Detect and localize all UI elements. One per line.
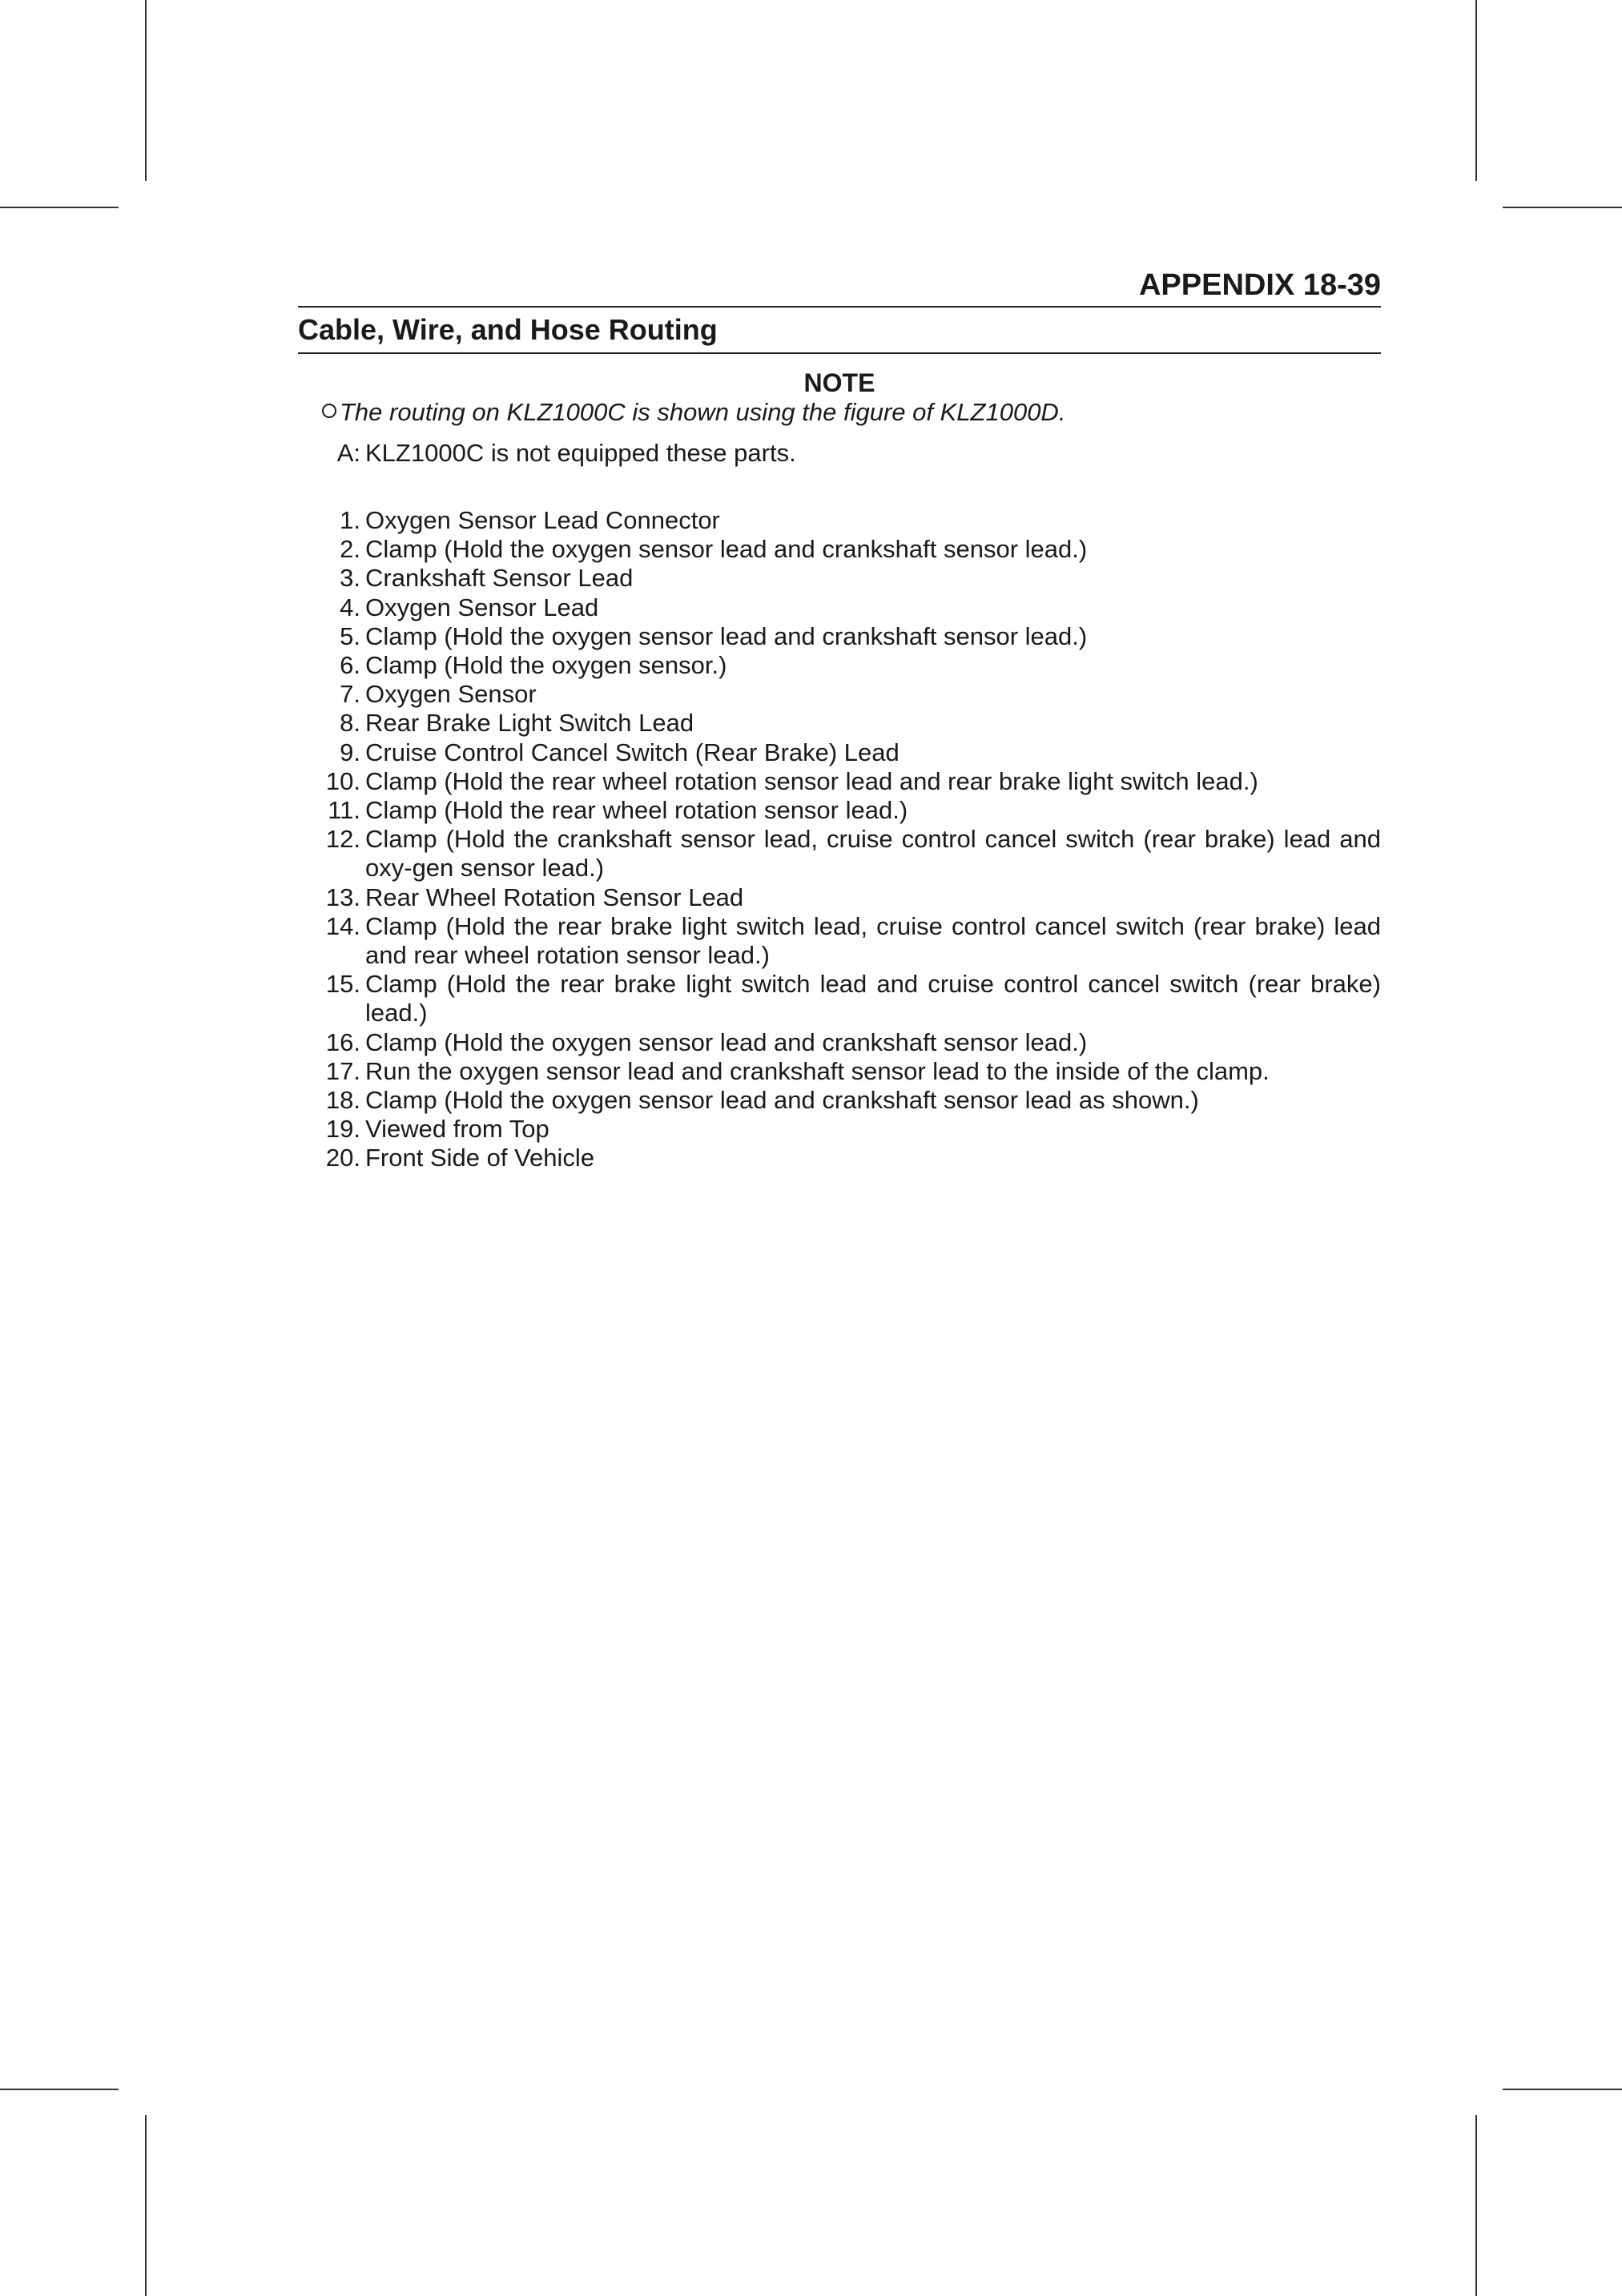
- list-item-number: 17.: [325, 1056, 360, 1085]
- list-item: [298, 738, 1381, 767]
- list-item: [298, 709, 1381, 738]
- page-content: [298, 264, 1381, 1173]
- list-item-text: Cruise Control Cancel Switch (Rear Brake) Lead: [365, 738, 900, 766]
- list-item-number: 10.: [325, 766, 360, 795]
- crop-mark-bottom-right-horizontal: [1503, 2089, 1622, 2090]
- list-item-text: Front Side of Vehicle: [365, 1144, 595, 1172]
- list-item: [298, 1028, 1381, 1057]
- crop-mark-top-right-vertical: [1475, 0, 1477, 181]
- list-item-text: Rear Wheel Rotation Sensor Lead: [365, 883, 744, 911]
- list-item-text: Clamp (Hold the oxygen sensor lead and crankshaft sensor lead as shown.): [365, 1086, 1199, 1115]
- list-item-text: Clamp (Hold the oxygen sensor lead and crankshaft sensor lead.): [365, 621, 1088, 650]
- legend-item: [298, 439, 1381, 468]
- list-item-number: 9.: [340, 738, 360, 766]
- list-item: [298, 767, 1381, 796]
- crop-mark-bottom-left-horizontal: [0, 2089, 119, 2090]
- list-item-text: Oxygen Sensor Lead Connector: [365, 506, 720, 534]
- crop-mark-bottom-left-vertical: [145, 2115, 147, 2296]
- parts-list: [298, 506, 1381, 1173]
- list-item-text: Clamp (Hold the rear brake light switch lead and cruise control cancel switch (rear brake) lead.): [365, 970, 1381, 1027]
- list-item-number: 15.: [325, 970, 360, 999]
- list-item: [298, 796, 1381, 825]
- note-line: [298, 397, 1381, 428]
- list-item-text: Crankshaft Sensor Lead: [365, 564, 634, 593]
- legend-label: A:: [336, 439, 360, 467]
- crop-mark-top-right-horizontal: [1503, 207, 1622, 208]
- list-item-number: 12.: [325, 825, 360, 854]
- list-item: [298, 825, 1381, 883]
- list-item: [298, 564, 1381, 593]
- list-item: [298, 1144, 1381, 1172]
- list-item-number: 13.: [325, 883, 360, 911]
- list-item-number: 1.: [340, 506, 360, 534]
- list-item: [298, 535, 1381, 564]
- list-item-text: Clamp (Hold the oxygen sensor lead and crankshaft sensor lead.): [365, 535, 1088, 564]
- list-item-number: 5.: [340, 621, 360, 650]
- list-item-number: 20.: [325, 1144, 360, 1172]
- legend-block: [298, 439, 1381, 468]
- list-item: [298, 1057, 1381, 1086]
- list-item: [298, 651, 1381, 680]
- list-item-number: 14.: [325, 911, 360, 940]
- list-item-text: Viewed from Top: [365, 1115, 549, 1144]
- section-title: Cable, Wire, and Hose Routing: [298, 313, 718, 346]
- note-heading: NOTE: [803, 368, 875, 397]
- list-item-number: 16.: [325, 1027, 360, 1056]
- list-item-number: 2.: [340, 535, 360, 564]
- list-item-number: 11.: [328, 796, 360, 825]
- page-header-label: APPENDIX 18-39: [1138, 268, 1381, 302]
- list-item-number: 3.: [340, 564, 360, 593]
- list-item: [298, 593, 1381, 622]
- list-item: [298, 1086, 1381, 1115]
- list-item-text: Run the oxygen sensor lead and crankshaft sensor lead to the inside of the clamp.: [365, 1056, 1270, 1085]
- legend-text: KLZ1000C is not equipped these parts.: [365, 439, 796, 467]
- list-item-text: Clamp (Hold the oxygen sensor.): [365, 651, 727, 680]
- list-item-number: 7.: [340, 680, 360, 709]
- list-item-number: 18.: [325, 1086, 360, 1115]
- crop-mark-top-left-horizontal: [0, 207, 119, 208]
- list-item-number: 6.: [340, 651, 360, 680]
- list-item-text: Clamp (Hold the rear wheel rotation sensor lead and rear brake light switch lead.): [365, 766, 1258, 795]
- note-text: The routing on KLZ1000C is shown using the figure of KLZ1000D.: [340, 398, 1066, 426]
- list-item: [298, 912, 1381, 970]
- list-item: [298, 622, 1381, 651]
- list-item-number: 8.: [340, 709, 360, 738]
- list-item-text: Oxygen Sensor Lead: [365, 593, 599, 621]
- list-item-text: Clamp (Hold the rear wheel rotation sensor lead.): [365, 796, 908, 825]
- section-rule: [298, 352, 1381, 354]
- list-item-number: 4.: [340, 593, 360, 621]
- list-item-text: Rear Brake Light Switch Lead: [365, 709, 694, 738]
- list-item-text: Clamp (Hold the crankshaft sensor lead, cruise control cancel switch (rear brake) lead and oxy-gen sensor lead.): [365, 825, 1381, 883]
- list-item: [298, 883, 1381, 912]
- list-item: [298, 506, 1381, 535]
- note-bullet-icon: [322, 404, 336, 418]
- list-item-number: 19.: [325, 1115, 360, 1144]
- list-item-text: Clamp (Hold the rear brake light switch lead, cruise control cancel switch (rear brake) lead and rear wheel rotation sensor lead.): [365, 911, 1381, 970]
- list-item: [298, 970, 1381, 1027]
- list-item: [298, 1115, 1381, 1144]
- crop-mark-top-left-vertical: [145, 0, 147, 181]
- list-item: [298, 680, 1381, 709]
- crop-mark-bottom-right-vertical: [1475, 2115, 1477, 2296]
- list-item-text: Clamp (Hold the oxygen sensor lead and crankshaft sensor lead.): [365, 1027, 1088, 1056]
- list-item-text: Oxygen Sensor: [365, 680, 537, 709]
